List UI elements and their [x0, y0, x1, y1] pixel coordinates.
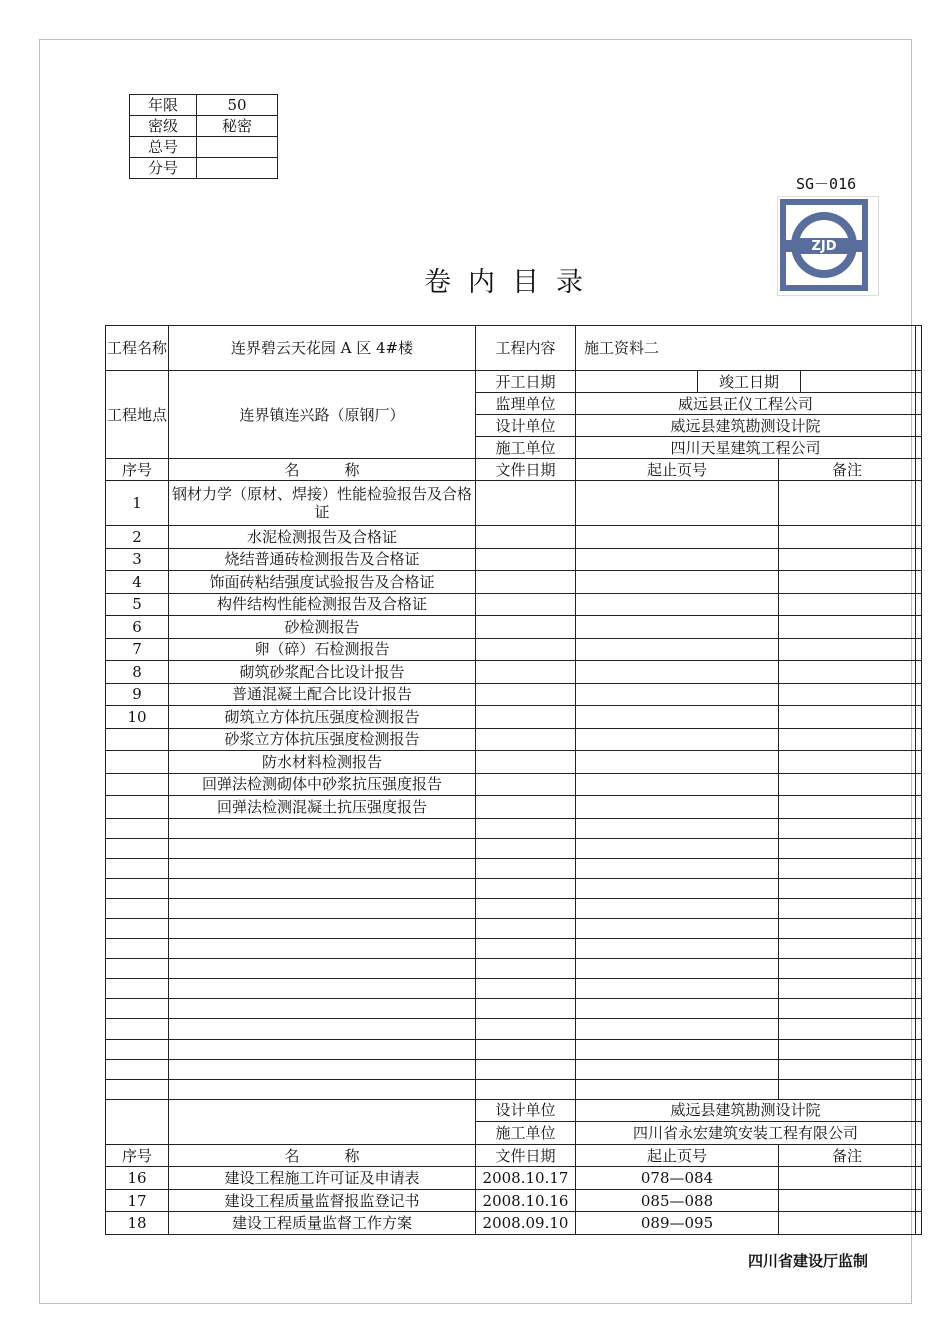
table-row	[106, 1039, 922, 1059]
blank-cell	[476, 979, 576, 999]
project-location: 连界镇连兴路（原钢厂）	[169, 371, 476, 459]
item-name: 卵（碎）石检测报告	[169, 638, 476, 661]
blank-cell	[576, 898, 779, 918]
item-pages: 085—088	[576, 1189, 779, 1212]
table-row	[106, 979, 922, 999]
supervisor: 威远县正仪工程公司	[576, 393, 916, 415]
edge-cell	[916, 571, 922, 594]
table-row	[106, 706, 922, 729]
footer-issuer: 四川省建设厅监制	[748, 1252, 869, 1270]
item-no: 7	[106, 638, 169, 661]
blank-cell	[779, 898, 916, 918]
table-row	[106, 1079, 922, 1099]
item-note	[779, 706, 916, 729]
item-name: 防水材料检测报告	[169, 751, 476, 774]
item-note	[779, 481, 916, 526]
edge-cell	[916, 481, 922, 526]
table-row	[106, 1099, 922, 1121]
edge-cell	[916, 898, 922, 918]
item-pages: 078—084	[576, 1167, 779, 1190]
blank-cell	[106, 918, 169, 938]
item-note	[779, 661, 916, 684]
blank-cell	[779, 838, 916, 858]
item-name: 饰面砖粘结强度试验报告及合格证	[169, 571, 476, 594]
edge-cell	[916, 593, 922, 616]
item-note	[779, 751, 916, 774]
blank-cell	[576, 858, 779, 878]
item-note	[779, 1212, 916, 1235]
item-pages	[576, 773, 779, 796]
table-row	[106, 548, 922, 571]
item-no: 8	[106, 661, 169, 684]
blank-cell	[169, 878, 476, 898]
item-no	[106, 796, 169, 819]
table-row	[106, 858, 922, 878]
blank-cell	[779, 1039, 916, 1059]
edge-cell	[916, 858, 922, 878]
retention-value: 50	[197, 95, 278, 116]
blank-cell	[106, 979, 169, 999]
edge-cell	[916, 616, 922, 639]
blank-cell	[576, 1019, 779, 1039]
edge-cell	[916, 1121, 922, 1144]
builder-unit: 四川天星建筑工程公司	[576, 437, 916, 459]
blank-cell	[576, 939, 779, 959]
item-pages	[576, 593, 779, 616]
total-no-value	[197, 137, 278, 158]
blank-cell	[106, 1099, 169, 1144]
blank-cell	[169, 1079, 476, 1099]
blank-cell	[576, 818, 779, 838]
blank-cell	[779, 1059, 916, 1079]
item-note	[779, 773, 916, 796]
header-name: 名 称	[169, 459, 476, 481]
item-no: 9	[106, 683, 169, 706]
header-pages: 起止页号	[576, 459, 779, 481]
blank-cell	[576, 1039, 779, 1059]
table-row	[106, 773, 922, 796]
item-name: 砌筑立方体抗压强度检测报告	[169, 706, 476, 729]
second-builder-unit: 四川省永宏建筑安装工程有限公司	[576, 1121, 916, 1144]
item-no: 5	[106, 593, 169, 616]
table-row	[106, 959, 922, 979]
blank-cell	[106, 838, 169, 858]
blank-cell	[476, 1059, 576, 1079]
item-pages	[576, 548, 779, 571]
blank-cell	[779, 939, 916, 959]
edge-cell	[916, 878, 922, 898]
blank-cell	[576, 979, 779, 999]
blank-cell	[169, 1039, 476, 1059]
blank-cell	[169, 959, 476, 979]
item-note	[779, 526, 916, 549]
item-name: 砂浆立方体抗压强度检测报告	[169, 728, 476, 751]
second-header-name: 名 称	[169, 1144, 476, 1167]
table-row	[106, 1167, 922, 1190]
item-pages	[576, 796, 779, 819]
table-row	[106, 1019, 922, 1039]
blank-cell	[106, 818, 169, 838]
blank-cell	[106, 1079, 169, 1099]
edge-cell	[916, 918, 922, 938]
blank-cell	[169, 1099, 476, 1144]
blank-cell	[576, 999, 779, 1019]
project-location-label: 工程地点	[106, 371, 169, 459]
item-name: 砌筑砂浆配合比设计报告	[169, 661, 476, 684]
item-date	[476, 638, 576, 661]
blank-cell	[476, 918, 576, 938]
blank-cell	[169, 999, 476, 1019]
catalog-table	[105, 325, 922, 1235]
item-date	[476, 593, 576, 616]
blank-cell	[576, 1059, 779, 1079]
blank-cell	[476, 818, 576, 838]
item-pages	[576, 728, 779, 751]
edge-cell	[916, 1167, 922, 1190]
item-pages	[576, 751, 779, 774]
blank-cell	[576, 878, 779, 898]
blank-cell	[476, 1079, 576, 1099]
header-date: 文件日期	[476, 459, 576, 481]
edge-cell	[916, 959, 922, 979]
table-row	[106, 878, 922, 898]
blank-cell	[106, 939, 169, 959]
second-header-no: 序号	[106, 1144, 169, 1167]
edge-cell	[916, 526, 922, 549]
blank-cell	[779, 999, 916, 1019]
end-date	[801, 371, 916, 393]
item-pages	[576, 683, 779, 706]
blank-cell	[476, 838, 576, 858]
item-name: 建设工程质量监督报监登记书	[169, 1189, 476, 1212]
item-name: 构件结构性能检测报告及合格证	[169, 593, 476, 616]
item-pages	[576, 526, 779, 549]
item-date: 2008.10.16	[476, 1189, 576, 1212]
item-pages	[576, 616, 779, 639]
table-row	[106, 728, 922, 751]
table-row	[106, 818, 922, 838]
blank-cell	[106, 1039, 169, 1059]
header-note: 备注	[779, 459, 916, 481]
item-date	[476, 683, 576, 706]
sub-no-label: 分号	[130, 158, 197, 179]
blank-cell	[169, 918, 476, 938]
item-date	[476, 661, 576, 684]
blank-cell	[169, 858, 476, 878]
item-pages	[576, 638, 779, 661]
item-no	[106, 751, 169, 774]
blank-cell	[779, 959, 916, 979]
sub-no-value	[197, 158, 278, 179]
table-row	[106, 661, 922, 684]
item-no	[106, 773, 169, 796]
supervisor-label: 监理单位	[476, 393, 576, 415]
item-name: 回弹法检测砌体中砂浆抗压强度报告	[169, 773, 476, 796]
second-header-date: 文件日期	[476, 1144, 576, 1167]
edge-cell	[916, 818, 922, 838]
blank-cell	[476, 999, 576, 1019]
start-date-label: 开工日期	[476, 371, 576, 393]
item-date	[476, 616, 576, 639]
item-note	[779, 728, 916, 751]
table-row	[106, 638, 922, 661]
design-label: 设计单位	[476, 415, 576, 437]
blank-cell	[576, 959, 779, 979]
item-name: 烧结普通砖检测报告及合格证	[169, 548, 476, 571]
form-code: SG－016	[796, 175, 857, 193]
logo-text: ZJD	[811, 239, 837, 254]
item-no: 10	[106, 706, 169, 729]
blank-cell	[169, 979, 476, 999]
item-name: 钢材力学（原材、焊接）性能检验报告及合格证	[169, 481, 476, 526]
table-row	[106, 593, 922, 616]
second-design-unit: 威远县建筑勘测设计院	[576, 1099, 916, 1121]
second-design-label: 设计单位	[476, 1099, 576, 1121]
edge-cell	[916, 661, 922, 684]
table-row	[106, 1189, 922, 1212]
blank-cell	[779, 858, 916, 878]
archive-meta-table	[129, 94, 278, 179]
edge-cell	[916, 1212, 922, 1235]
item-note	[779, 796, 916, 819]
table-row	[106, 1212, 922, 1235]
item-note	[779, 1167, 916, 1190]
blank-cell	[169, 898, 476, 918]
secrecy-value: 秘密	[197, 116, 278, 137]
project-name: 连界碧云天花园 A 区 4#楼	[169, 326, 476, 371]
table-row	[106, 898, 922, 918]
blank-cell	[169, 818, 476, 838]
blank-cell	[779, 878, 916, 898]
item-name: 普通混凝土配合比设计报告	[169, 683, 476, 706]
table-row	[106, 918, 922, 938]
header-no: 序号	[106, 459, 169, 481]
page-title: 卷内目录	[424, 267, 600, 298]
blank-cell	[169, 1019, 476, 1039]
item-note	[779, 1189, 916, 1212]
item-note	[779, 683, 916, 706]
second-header-pages: 起止页号	[576, 1144, 779, 1167]
table-row	[106, 616, 922, 639]
item-date: 2008.10.17	[476, 1167, 576, 1190]
project-content-label: 工程内容	[476, 326, 576, 371]
design-unit: 威远县建筑勘测设计院	[576, 415, 916, 437]
end-date-label: 竣工日期	[698, 371, 801, 393]
item-no: 17	[106, 1189, 169, 1212]
item-name: 建设工程质量监督工作方案	[169, 1212, 476, 1235]
edge-cell	[916, 548, 922, 571]
second-builder-label: 施工单位	[476, 1121, 576, 1144]
blank-cell	[169, 1059, 476, 1079]
item-no: 2	[106, 526, 169, 549]
item-note	[779, 571, 916, 594]
project-content: 施工资料二	[576, 326, 916, 371]
edge-cell	[916, 773, 922, 796]
edge-cell	[916, 751, 922, 774]
total-no-label: 总号	[130, 137, 197, 158]
table-row	[106, 1144, 922, 1167]
blank-cell	[576, 838, 779, 858]
item-pages	[576, 661, 779, 684]
blank-cell	[169, 838, 476, 858]
blank-cell	[576, 918, 779, 938]
blank-cell	[779, 1079, 916, 1099]
item-date	[476, 728, 576, 751]
blank-cell	[476, 1039, 576, 1059]
blank-cell	[169, 939, 476, 959]
item-date	[476, 548, 576, 571]
item-date	[476, 796, 576, 819]
item-name: 水泥检测报告及合格证	[169, 526, 476, 549]
edge-cell	[916, 1099, 922, 1121]
table-row	[106, 1059, 922, 1079]
item-date	[476, 526, 576, 549]
item-name: 建设工程施工许可证及申请表	[169, 1167, 476, 1190]
item-no: 18	[106, 1212, 169, 1235]
edge-cell	[916, 838, 922, 858]
start-date	[576, 371, 698, 393]
item-name: 砂检测报告	[169, 616, 476, 639]
blank-cell	[476, 858, 576, 878]
item-note	[779, 548, 916, 571]
edge-cell	[916, 1039, 922, 1059]
project-name-label: 工程名称	[106, 326, 169, 371]
edge-cell	[916, 706, 922, 729]
secrecy-label: 密级	[130, 116, 197, 137]
builder-label: 施工单位	[476, 437, 576, 459]
item-date	[476, 706, 576, 729]
table-row	[106, 751, 922, 774]
table-row	[106, 796, 922, 819]
edge-cell	[916, 939, 922, 959]
edge-cell	[916, 1059, 922, 1079]
blank-cell	[106, 959, 169, 979]
edge-cell	[916, 728, 922, 751]
blank-cell	[476, 959, 576, 979]
table-row	[106, 526, 922, 549]
edge-cell	[916, 638, 922, 661]
table-row	[106, 683, 922, 706]
edge-cell	[916, 796, 922, 819]
item-pages	[576, 481, 779, 526]
table-row	[106, 571, 922, 594]
item-note	[779, 616, 916, 639]
table-row	[106, 999, 922, 1019]
item-no	[106, 728, 169, 751]
blank-cell	[476, 898, 576, 918]
blank-cell	[106, 1019, 169, 1039]
blank-cell	[106, 1059, 169, 1079]
blank-cell	[779, 918, 916, 938]
item-name: 回弹法检测混凝土抗压强度报告	[169, 796, 476, 819]
item-no: 1	[106, 481, 169, 526]
item-pages	[576, 706, 779, 729]
retention-label: 年限	[130, 95, 197, 116]
item-note	[779, 638, 916, 661]
item-pages: 089—095	[576, 1212, 779, 1235]
edge-cell	[916, 979, 922, 999]
edge-cell	[916, 1019, 922, 1039]
blank-cell	[476, 1019, 576, 1039]
item-note	[779, 593, 916, 616]
table-row	[106, 838, 922, 858]
item-no: 3	[106, 548, 169, 571]
blank-cell	[779, 1019, 916, 1039]
blank-cell	[476, 878, 576, 898]
edge-cell	[916, 1189, 922, 1212]
item-no: 4	[106, 571, 169, 594]
item-date	[476, 571, 576, 594]
item-date	[476, 751, 576, 774]
edge-cell	[916, 1079, 922, 1099]
blank-cell	[106, 858, 169, 878]
edge-cell	[916, 999, 922, 1019]
item-no: 16	[106, 1167, 169, 1190]
blank-cell	[106, 878, 169, 898]
blank-cell	[476, 939, 576, 959]
item-pages	[576, 571, 779, 594]
edge-cell	[916, 683, 922, 706]
second-header-note: 备注	[779, 1144, 916, 1167]
zjd-logo	[777, 196, 879, 296]
blank-cell	[576, 1079, 779, 1099]
item-date: 2008.09.10	[476, 1212, 576, 1235]
item-date	[476, 773, 576, 796]
table-row	[106, 481, 922, 526]
blank-cell	[106, 999, 169, 1019]
item-no: 6	[106, 616, 169, 639]
edge-cell	[916, 1144, 922, 1167]
blank-cell	[779, 979, 916, 999]
table-row	[106, 939, 922, 959]
blank-cell	[779, 818, 916, 838]
blank-cell	[106, 898, 169, 918]
item-date	[476, 481, 576, 526]
